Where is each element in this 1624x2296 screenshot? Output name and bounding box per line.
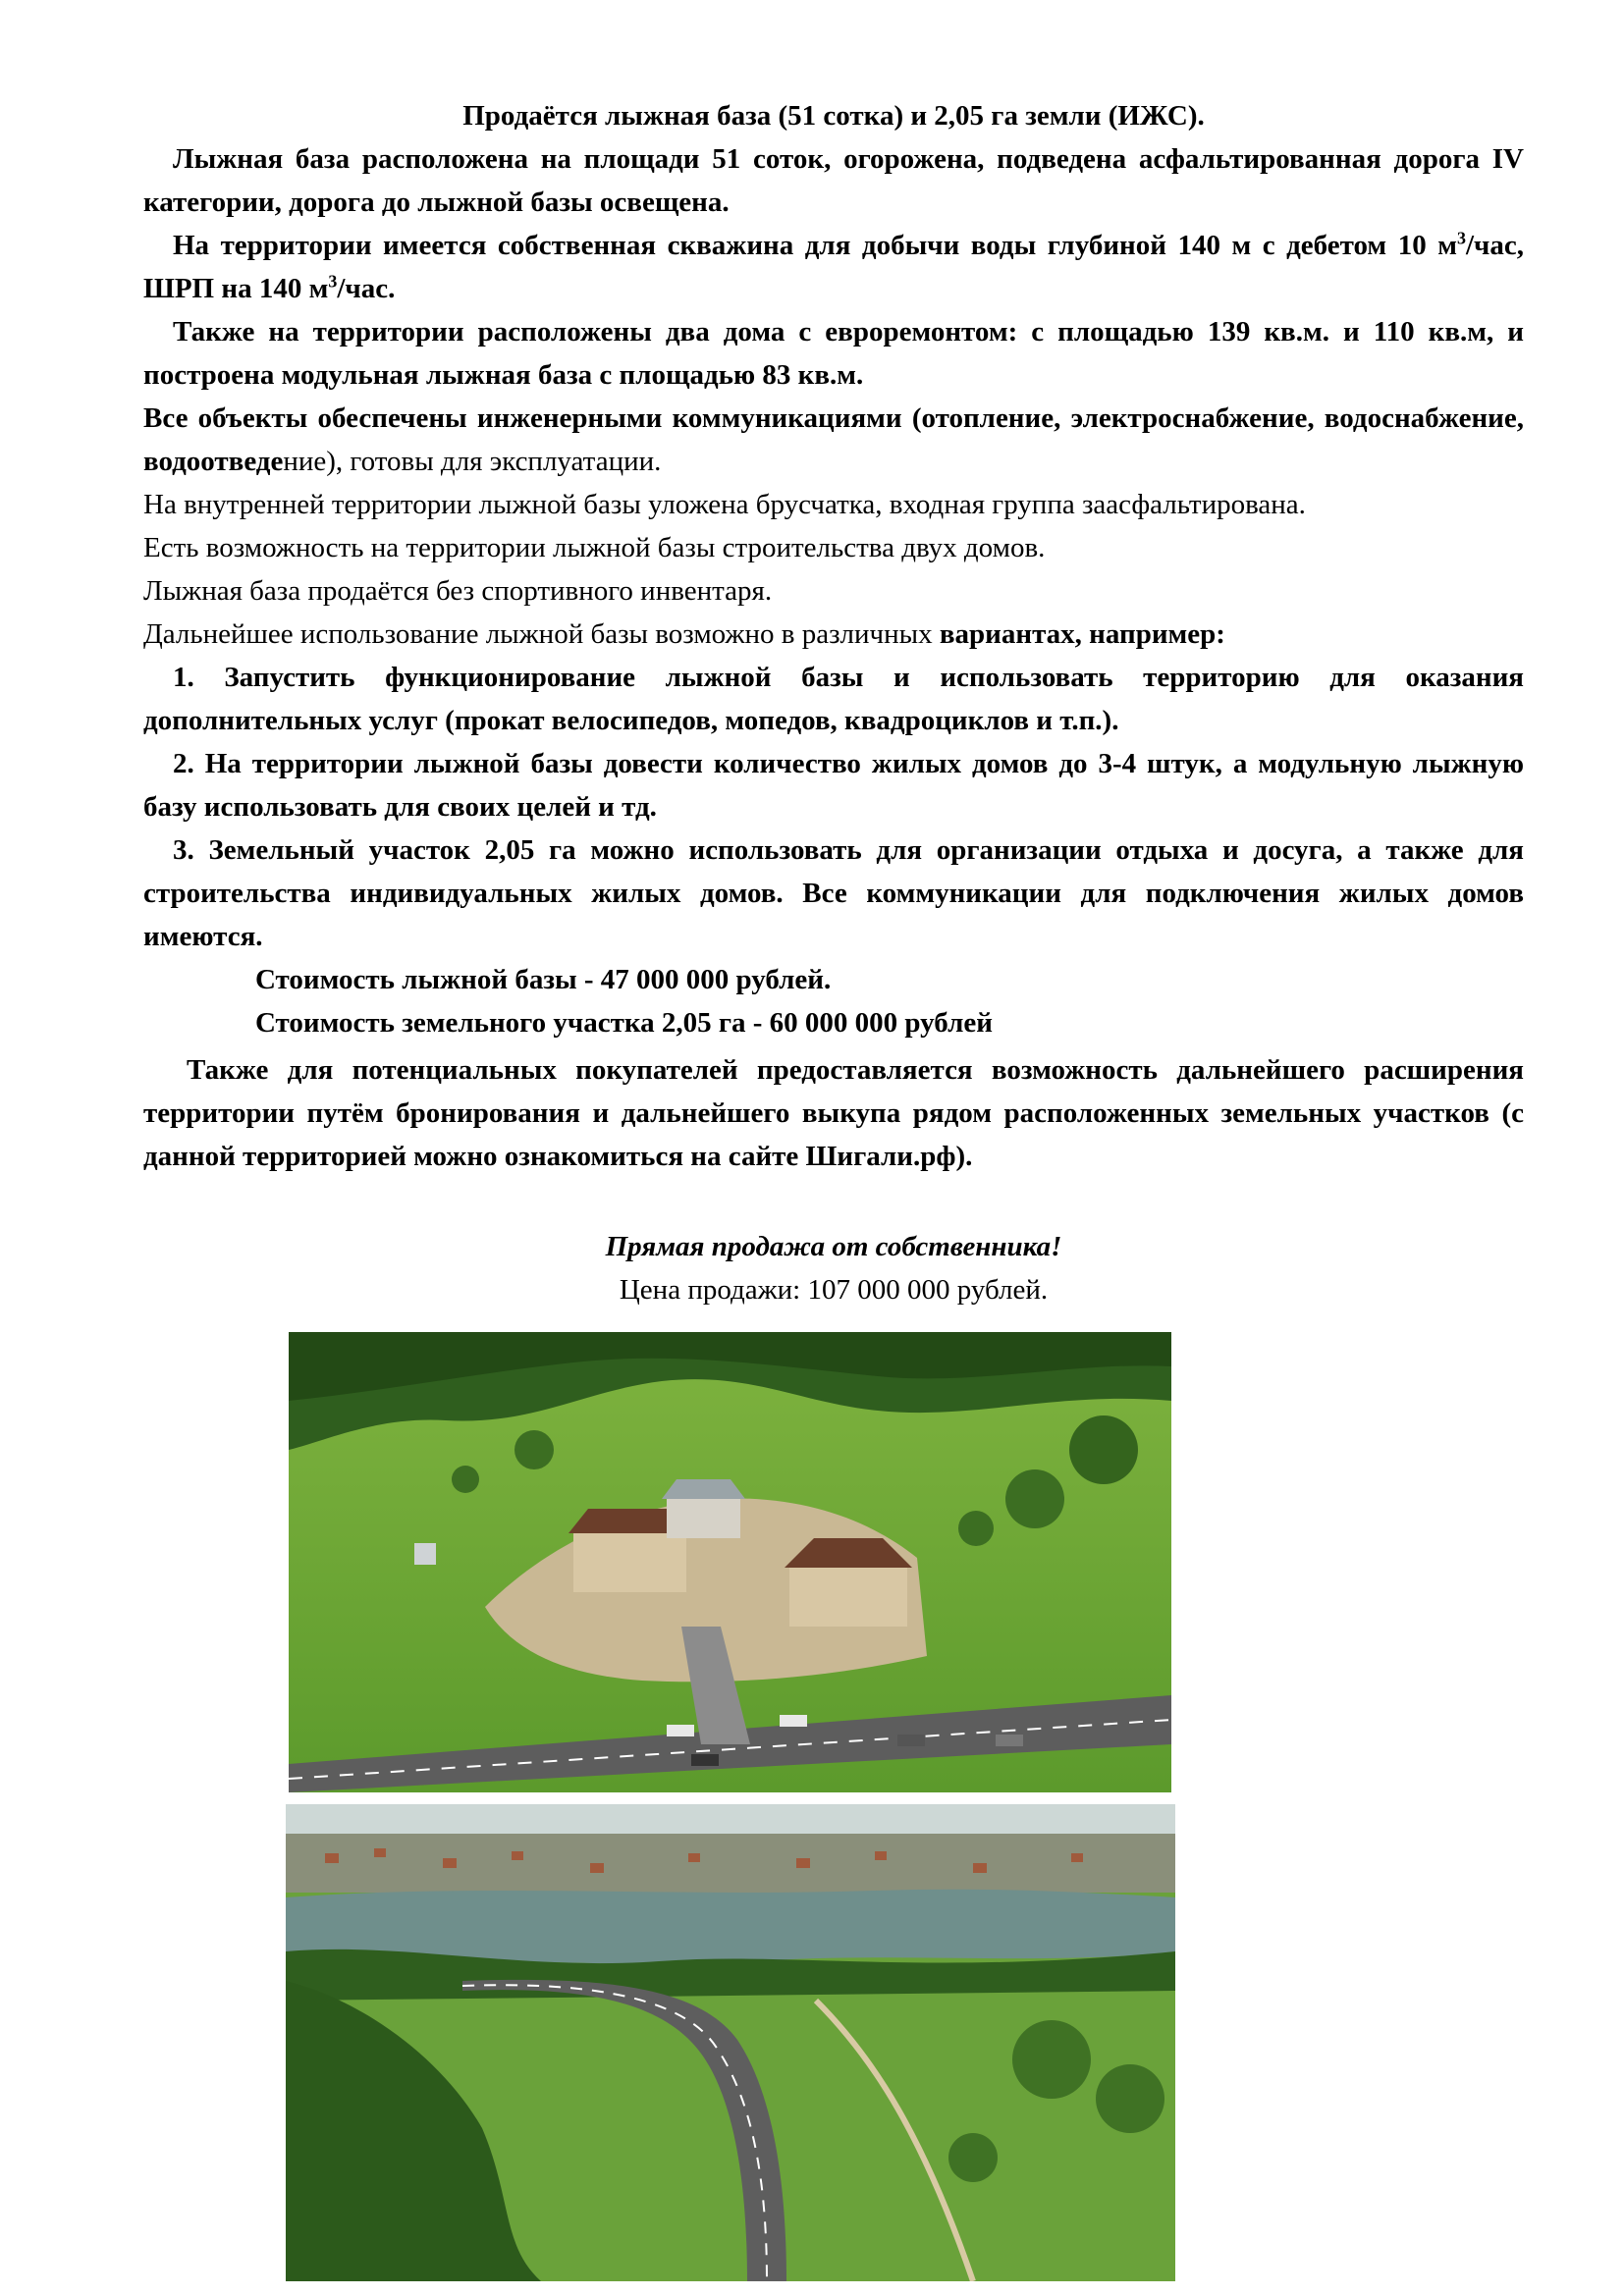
paragraph-utilities: Все объекты обеспечены инженерными коммуникациями (отопление, электроснабжение, водоснабжение, водоотведение), готовы для эксплуатации. [143,402,1524,477]
paragraph-paving: На внутренней территории лыжной базы уложена брусчатка, входная группа заасфальтирована. [143,489,1306,520]
price-ski-base: Стоимость лыжной базы - 47 000 000 рублей. [255,964,832,995]
document-title: Продаётся лыжная база (51 сотка) и 2,05 га земли (ИЖС). [462,100,1205,132]
document-body [143,94,1524,1311]
paragraph-location: Лыжная база расположена на площади 51 соток, огорожена, подведена асфальтированная дорога IV категории, дорога до лыжной базы освещена. [143,143,1524,218]
paragraph-houses: Также на территории расположены два дома с евроремонтом: с площадью 139 кв.м. и 110 кв.м, и построена модульная лыжная база с площадью 83 кв.м. [143,316,1524,391]
option-item-3: 3. Земельный участок 2,05 га можно использовать для организации отдыха и досуга, а также для строительства индивидуальных жилых домов. Все коммуникации для подключения жилых домов имеются. [143,834,1524,952]
option-item-2: 2. На территории лыжной базы довести количество жилых домов до 3-4 штук, а модульную лыжную базу использовать для своих целей и тд. [143,748,1524,823]
aerial-photo-lake-road [286,1804,1175,2281]
paragraph-expansion: Также для потенциальных покупателей предоставляется возможность дальнейшего расширения территории путём бронирования и дальнейшего выкупа рядом расположенных земельных участков (с данной территорией можно ознакомиться на сайте Шигали.рф). [143,1054,1524,1172]
direct-sale-note: Прямая продажа от собственника! [605,1231,1062,1262]
paragraph-build-option: Есть возможность на территории лыжной базы строительства двух домов. [143,532,1046,563]
price-land-plot: Стоимость земельного участка 2,05 га - 60 000 000 рублей [255,1007,993,1039]
option-item-1: 1. Запустить функционирование лыжной базы и использовать территорию для оказания дополнительных услуг (прокат велосипедов, мопедов, квадроциклов и т.п.). [143,662,1524,736]
paragraph-no-equipment: Лыжная база продаётся без спортивного инвентаря. [143,575,773,607]
aerial-photo-ski-base [289,1332,1171,1792]
paragraph-options-intro: Дальнейшее использование лыжной базы возможно в различных вариантах, например: [143,618,1225,650]
paragraph-well: На территории имеется собственная скважина для добычи воды глубиной 140 м с дебетом 10 $м^3$/час, ШРП на 140 $м^3$/час. [143,228,1524,304]
sale-price: Цена продажи: 107 000 000 рублей. [619,1274,1049,1306]
